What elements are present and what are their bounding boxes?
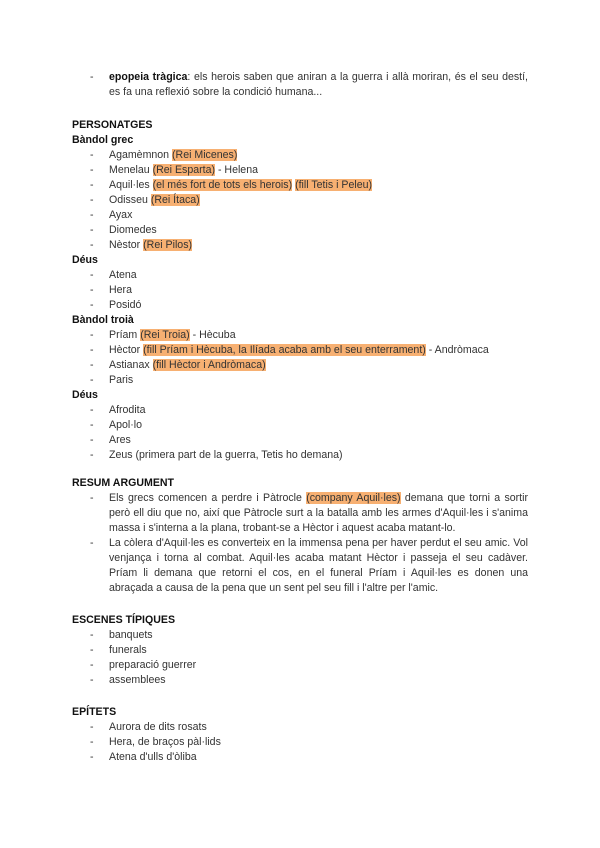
list-item — [72, 178, 528, 193]
list-item — [72, 238, 528, 253]
epithet: Aurora de dits rosats — [109, 721, 207, 733]
bullet-dash: - — [90, 269, 94, 281]
character-name: Hèctor — [109, 344, 144, 356]
intro-term: epopeia tràgica — [109, 71, 188, 83]
summary-text-part: demana que torni a sortir però ell diu que no, així que Pàtrocle surt a la batalla amb les armes d'Aquil·les i s'anima massa i s'interna a la plana, trobant-se a Hèctor i aquest acaba matant-lo. — [109, 492, 529, 534]
list-item — [72, 418, 528, 433]
bullet-dash: - — [90, 419, 94, 431]
list-item — [72, 208, 528, 223]
epithet: Atena d'ulls d'òliba — [109, 751, 197, 763]
bullet-dash: - — [90, 721, 94, 733]
bullet-dash: - — [90, 751, 94, 763]
bullet-dash: - — [90, 629, 94, 641]
list-item — [72, 720, 528, 735]
bullet-dash: - — [90, 209, 94, 221]
bullet-dash: - — [90, 374, 94, 386]
summary-text: La còlera d'Aquil·les es converteix en la immensa pena per haver perdut el seu amic. Vol venjança i torna al combat. Aquil·les acaba matant Hèctor i passeja el seu cadàver. Príam li demana que retorni el cos, en el funeral Príam i Aquil·les es donen una abraçada a causa de la pena que un sent pel seu fill i l'altre per l'amic. — [109, 537, 528, 594]
summary-text-part: Els grecs comencen a perdre i Pàtrocle — [109, 492, 307, 504]
list-item — [72, 358, 528, 373]
list-item — [72, 193, 528, 208]
bullet-dash: - — [90, 359, 94, 371]
list-item — [72, 628, 528, 643]
bullet-dash: - — [90, 537, 94, 549]
god-name: Hera — [109, 284, 132, 296]
list-item — [72, 658, 528, 673]
highlight-note: (el més fort de tots els herois) — [152, 179, 293, 191]
god-name: Atena — [109, 269, 137, 281]
subsection-title-troia: Bàndol troià — [72, 314, 134, 326]
list-item-text — [109, 178, 372, 193]
god-name: Zeus (primera part de la guerra, Tetis ho demana) — [109, 449, 343, 461]
list-item — [72, 343, 528, 358]
subsection-title-deus-grec: Déus — [72, 254, 98, 266]
section-title-epitets: EPÍTETS — [72, 706, 117, 718]
intro-desc: : els herois saben que aniran a la guerra i allà moriran, és el seu destí, es fa una reflexió sobre la condició humana... — [109, 71, 529, 98]
intro-text — [109, 70, 528, 100]
list-item — [72, 148, 528, 163]
character-relation: - Hècuba — [189, 329, 236, 341]
scene-name: preparació guerrer — [109, 659, 197, 671]
bullet-dash: - — [90, 164, 94, 176]
bullet-dash: - — [90, 329, 94, 341]
highlight-note: (fill Príam i Hècuba, la Ilíada acaba amb el seu enterrament) — [143, 344, 426, 356]
list-item — [72, 643, 528, 658]
list-item — [72, 283, 528, 298]
bullet-dash: - — [90, 179, 94, 191]
god-name: Afrodita — [109, 404, 146, 416]
character-name: Odisseu — [109, 194, 151, 206]
character-name: Astianax — [109, 359, 153, 371]
subsection-title-deus-troia: Déus — [72, 389, 98, 401]
bullet-dash: - — [90, 71, 94, 83]
highlight-note: (Rei Micenes) — [172, 149, 238, 161]
subsection-title-grec: Bàndol grec — [72, 134, 134, 146]
list-item-text — [109, 193, 200, 208]
intro-bullet — [90, 70, 529, 100]
character-name: Nèstor — [109, 239, 144, 251]
character-name: Príam — [109, 329, 141, 341]
character-name: Paris — [109, 374, 134, 386]
bullet-dash: - — [90, 492, 94, 504]
highlight-note: (Rei Pilos) — [143, 239, 193, 251]
scene-name: assemblees — [109, 674, 166, 686]
character-relation: - Andròmaca — [425, 344, 489, 356]
document-page — [72, 70, 528, 765]
list-item — [72, 163, 528, 178]
list-item-text — [109, 328, 236, 343]
highlight-note: (Rei Troia) — [140, 329, 190, 341]
character-name: Ayax — [109, 209, 133, 221]
section-title-resum: RESUM ARGUMENT — [72, 477, 175, 489]
bullet-dash: - — [90, 674, 94, 686]
section-title-personatges: PERSONATGES — [72, 119, 153, 131]
highlight-note: (fill Hèctor i Andròmaca) — [152, 359, 266, 371]
scene-name: funerals — [109, 644, 147, 656]
bullet-dash: - — [90, 434, 94, 446]
summary-text — [109, 491, 528, 536]
bullet-dash: - — [90, 239, 94, 251]
bullet-dash: - — [90, 284, 94, 296]
summary-paragraph — [90, 536, 528, 596]
list-item — [72, 448, 528, 463]
list-item — [72, 268, 528, 283]
character-name: Menelau — [109, 164, 153, 176]
bullet-dash: - — [90, 299, 94, 311]
list-item — [72, 433, 528, 448]
list-item — [72, 328, 528, 343]
list-item — [72, 735, 528, 750]
bullet-dash: - — [90, 344, 94, 356]
bullet-dash: - — [90, 449, 94, 461]
list-item — [72, 750, 528, 765]
list-item-text — [109, 163, 258, 178]
list-item-text — [109, 358, 266, 373]
highlight-note: (fill Tetis i Peleu) — [295, 179, 373, 191]
bullet-dash: - — [90, 194, 94, 206]
scene-name: banquets — [109, 629, 153, 641]
list-item — [72, 223, 528, 238]
highlight-note: (Rei Ítaca) — [150, 194, 200, 206]
god-name: Apol·lo — [109, 419, 142, 431]
highlight-note: (company Aquil·les) — [306, 492, 401, 504]
list-item-text — [109, 343, 489, 358]
list-item — [72, 298, 528, 313]
summary-paragraph — [90, 491, 529, 536]
list-item-text — [109, 148, 237, 163]
god-name: Posidó — [109, 299, 142, 311]
highlight-note: (Rei Esparta) — [152, 164, 215, 176]
section-title-escenes: ESCENES TÍPIQUES — [72, 614, 176, 626]
character-name: Aquil·les — [109, 179, 153, 191]
bullet-dash: - — [90, 149, 94, 161]
character-name: Agamèmnon — [109, 149, 173, 161]
bullet-dash: - — [90, 404, 94, 416]
character-relation: - Helena — [215, 164, 258, 176]
epithet: Hera, de braços pàl·lids — [109, 736, 221, 748]
list-item — [72, 673, 528, 688]
bullet-dash: - — [90, 736, 94, 748]
god-name: Ares — [109, 434, 131, 446]
character-name: Diomedes — [109, 224, 157, 236]
list-item-text — [109, 238, 192, 253]
list-item — [72, 403, 528, 418]
bullet-dash: - — [90, 644, 94, 656]
bullet-dash: - — [90, 224, 94, 236]
bullet-dash: - — [90, 659, 94, 671]
list-item — [72, 373, 528, 388]
